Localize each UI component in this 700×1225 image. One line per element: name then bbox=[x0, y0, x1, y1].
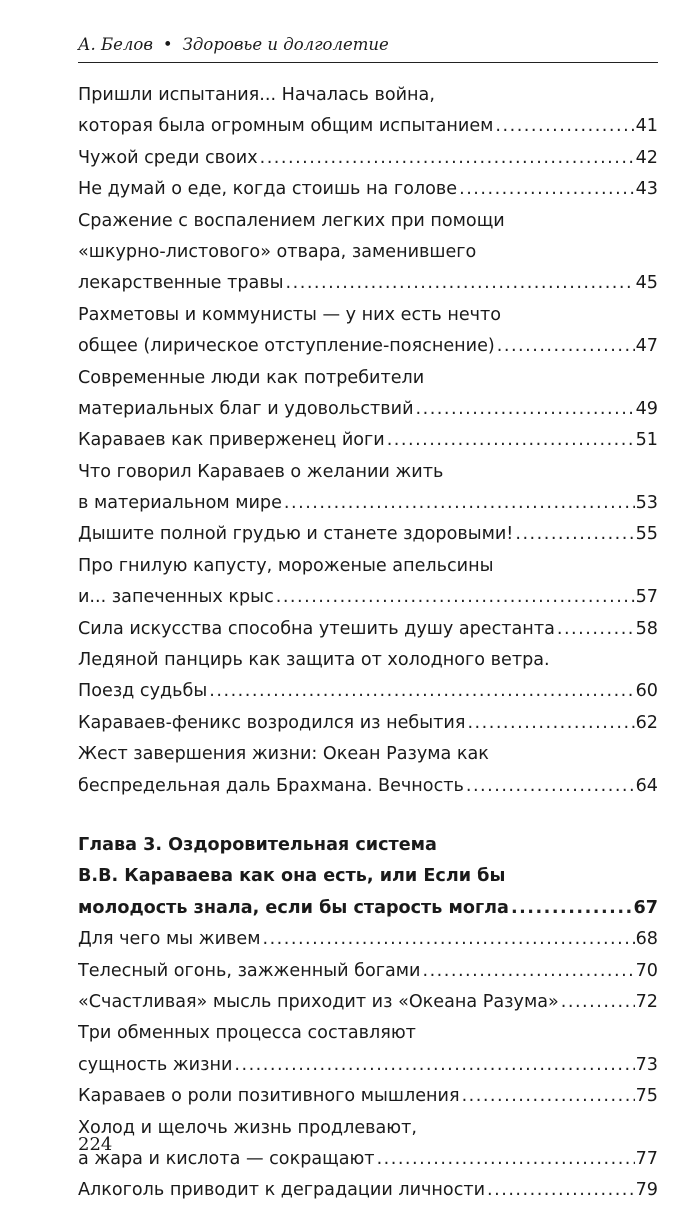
chapter-gap bbox=[78, 802, 658, 830]
toc-entry bbox=[78, 956, 658, 987]
toc-page-number: 45 bbox=[635, 273, 658, 294]
toc-entry-line bbox=[78, 893, 658, 924]
dot-leader bbox=[466, 771, 635, 802]
toc-entry bbox=[78, 1113, 658, 1176]
toc-entry bbox=[78, 739, 658, 802]
toc-entry-line bbox=[78, 111, 658, 142]
toc-entry-title: «Счастливая» мысль приходит из «Океана Разума» bbox=[78, 991, 559, 1012]
toc-entry-title: Для чего мы живем bbox=[78, 929, 261, 950]
toc-entry bbox=[78, 174, 658, 205]
dot-leader bbox=[487, 1175, 635, 1206]
toc-entry-title: в материальном мире bbox=[78, 493, 282, 514]
toc-entry-title: Дышите полной грудью и станете здоровыми! bbox=[78, 524, 514, 545]
toc-page-number: 58 bbox=[635, 618, 658, 639]
toc-entry bbox=[78, 551, 658, 614]
toc-entry-title: Холод и щелочь жизнь продлевают, bbox=[78, 1117, 417, 1138]
running-header bbox=[78, 28, 658, 63]
toc-entry bbox=[78, 987, 658, 1018]
toc-entry-title: Рахметовы и коммунисты — у них есть нечто bbox=[78, 304, 502, 325]
toc-entry-line bbox=[78, 331, 658, 362]
dot-leader bbox=[495, 111, 634, 142]
dot-leader bbox=[286, 268, 635, 299]
dot-leader bbox=[467, 708, 634, 739]
toc-entry-line bbox=[78, 488, 658, 519]
toc-page-number: 42 bbox=[635, 147, 658, 168]
dot-leader bbox=[387, 425, 635, 456]
toc-page-number: 70 bbox=[635, 960, 658, 981]
dot-leader bbox=[423, 956, 635, 987]
toc-entry-title: Ледяной панцирь как защита от холодного ветра. bbox=[78, 650, 550, 671]
toc-entry-title: Что говорил Караваев о желании жить bbox=[78, 461, 444, 482]
toc-entry-title: лекарственные травы bbox=[78, 273, 284, 294]
toc-page-number: 75 bbox=[635, 1086, 658, 1107]
toc-page-number: 62 bbox=[635, 712, 658, 733]
toc-entry-line bbox=[78, 1144, 658, 1175]
dot-leader bbox=[459, 174, 635, 205]
toc-entry-title: Караваев как приверженец йоги bbox=[78, 430, 385, 451]
toc-entry bbox=[78, 457, 658, 520]
page-number: 224 bbox=[78, 1134, 113, 1155]
toc-entry bbox=[78, 519, 658, 550]
toc-entry-title: беспредельная даль Брахмана. Вечность bbox=[78, 775, 464, 796]
toc-entry-line bbox=[78, 268, 658, 299]
toc-entry-title: Современные люди как потребители bbox=[78, 367, 425, 388]
toc-entry-line bbox=[78, 457, 658, 488]
toc-entry-title: и... запеченных крыс bbox=[78, 587, 274, 608]
toc-entry-title: Не думай о еде, когда стоишь на голове bbox=[78, 179, 458, 200]
toc-entry-line bbox=[78, 1113, 658, 1144]
dot-leader bbox=[511, 893, 633, 924]
toc-section-part1 bbox=[78, 80, 658, 802]
toc-entry-line bbox=[78, 425, 658, 456]
toc-entry-line bbox=[78, 206, 658, 237]
toc-entry-line bbox=[78, 519, 658, 550]
toc-entry-title: Телесный огонь, зажженный богами bbox=[78, 960, 421, 981]
toc-page-number: 55 bbox=[635, 524, 658, 545]
toc-entry-title: Сила искусства способна утешить душу арестанта bbox=[78, 618, 555, 639]
toc-page-number: 79 bbox=[635, 1180, 658, 1201]
toc-entry bbox=[78, 300, 658, 363]
toc-page-number: 67 bbox=[633, 897, 658, 918]
toc-page-number: 53 bbox=[635, 493, 658, 514]
toc-entry-line bbox=[78, 394, 658, 425]
book-page bbox=[78, 0, 658, 1225]
toc-entry-line bbox=[78, 551, 658, 582]
dot-leader bbox=[416, 394, 635, 425]
toc-entry-title: Алкоголь приводит к деградации личности bbox=[78, 1180, 486, 1201]
dot-leader bbox=[497, 331, 635, 362]
dot-leader bbox=[234, 1050, 634, 1081]
toc-entry-line bbox=[78, 582, 658, 613]
toc-entry bbox=[78, 206, 658, 300]
toc-page-number: 51 bbox=[635, 430, 658, 451]
toc-entry bbox=[78, 363, 658, 426]
toc-entry-title: сущность жизни bbox=[78, 1054, 233, 1075]
toc-entry-line bbox=[78, 237, 658, 268]
toc-entry-title: В.В. Караваева как она есть, или Если бы bbox=[78, 866, 506, 887]
toc-entry-title: Поезд судьбы bbox=[78, 681, 208, 702]
toc-entry-title: Глава 3. Оздоровительная система bbox=[78, 834, 437, 855]
toc-page-number: 72 bbox=[635, 991, 658, 1012]
toc-entry bbox=[78, 1018, 658, 1081]
toc-section-part2 bbox=[78, 924, 658, 1207]
header-author: А. Белов bbox=[78, 35, 153, 54]
toc-entry-line bbox=[78, 614, 658, 645]
toc-page-number: 57 bbox=[635, 587, 658, 608]
toc-page-number: 49 bbox=[635, 398, 658, 419]
toc-entry-line bbox=[78, 956, 658, 987]
toc-page-number: 60 bbox=[635, 681, 658, 702]
toc-entry-line bbox=[78, 80, 658, 111]
toc-entry-line bbox=[78, 645, 658, 676]
dot-leader bbox=[260, 143, 635, 174]
toc-entry-line bbox=[78, 771, 658, 802]
toc-entry-title: Караваев о роли позитивного мышления bbox=[78, 1086, 460, 1107]
toc-page-number: 47 bbox=[635, 336, 658, 357]
toc-chapter-entry bbox=[78, 830, 658, 924]
toc-entry-line bbox=[78, 300, 658, 331]
toc-entry-line bbox=[78, 708, 658, 739]
toc-entry-line bbox=[78, 363, 658, 394]
toc-entry-title: Караваев-феникс возродился из небытия bbox=[78, 712, 466, 733]
toc-entry-title: Пришли испытания... Началась война, bbox=[78, 85, 435, 105]
toc-entry-title: Сражение с воспалением легких при помощи bbox=[78, 210, 505, 231]
dot-leader bbox=[462, 1081, 635, 1112]
toc-entry-title: общее (лирическое отступление-пояснение) bbox=[78, 336, 495, 357]
toc-entry-title: которая была огромным общим испытанием bbox=[78, 116, 494, 137]
toc-entry-line bbox=[78, 830, 658, 861]
toc-entry-title: а жара и кислота — сокращают bbox=[78, 1148, 375, 1169]
toc-entry-line bbox=[78, 924, 658, 955]
toc-entry-line bbox=[78, 1050, 658, 1081]
toc-entry-line bbox=[78, 174, 658, 205]
toc-entry-line bbox=[78, 143, 658, 174]
toc-entry bbox=[78, 1175, 658, 1206]
toc-entry-title: молодость знала, если бы старость могла bbox=[78, 897, 509, 918]
toc-entry bbox=[78, 1081, 658, 1112]
toc-page-number: 68 bbox=[635, 929, 658, 950]
toc-entry-line bbox=[78, 1175, 658, 1206]
dot-leader bbox=[561, 987, 635, 1018]
header-book-title: Здоровье и долголетие bbox=[182, 35, 389, 54]
toc-entry-line bbox=[78, 1081, 658, 1112]
toc-entry-line bbox=[78, 739, 658, 770]
toc-entry-title: «шкурно-листового» отвара, заменившего bbox=[78, 241, 477, 262]
toc-entry-line bbox=[78, 676, 658, 707]
toc-entry bbox=[78, 645, 658, 708]
toc-entry bbox=[78, 425, 658, 456]
toc-entry bbox=[78, 614, 658, 645]
toc-page-number: 43 bbox=[635, 179, 658, 200]
toc-entry-title: материальных благ и удовольствий bbox=[78, 398, 414, 419]
dot-leader bbox=[515, 519, 634, 550]
toc-entry-title: Чужой среди своих bbox=[78, 147, 258, 168]
toc-entry-title: Жест завершения жизни: Океан Разума как bbox=[78, 744, 489, 765]
toc-chapter-heading bbox=[78, 830, 658, 924]
toc-page-number: 64 bbox=[635, 775, 658, 796]
dot-leader bbox=[276, 582, 635, 613]
toc-entry bbox=[78, 143, 658, 174]
toc-entry-title: Три обменных процесса составляют bbox=[78, 1023, 416, 1044]
toc-entry bbox=[78, 708, 658, 739]
toc-entry-title: Про гнилую капусту, мороженые апельсины bbox=[78, 555, 494, 576]
toc-page-number: 77 bbox=[635, 1148, 658, 1169]
dot-leader bbox=[209, 676, 634, 707]
table-of-contents bbox=[78, 80, 658, 1207]
dot-leader bbox=[377, 1144, 635, 1175]
toc-entry bbox=[78, 924, 658, 955]
toc-entry-line bbox=[78, 861, 658, 892]
toc-page-number: 73 bbox=[635, 1054, 658, 1075]
dot-leader bbox=[263, 924, 635, 955]
toc-entry-line bbox=[78, 1018, 658, 1049]
toc-entry bbox=[78, 80, 658, 143]
dot-leader bbox=[284, 488, 635, 519]
header-separator: • bbox=[162, 35, 173, 54]
dot-leader bbox=[557, 614, 635, 645]
toc-entry-line bbox=[78, 987, 658, 1018]
toc-page-number: 41 bbox=[635, 116, 658, 137]
